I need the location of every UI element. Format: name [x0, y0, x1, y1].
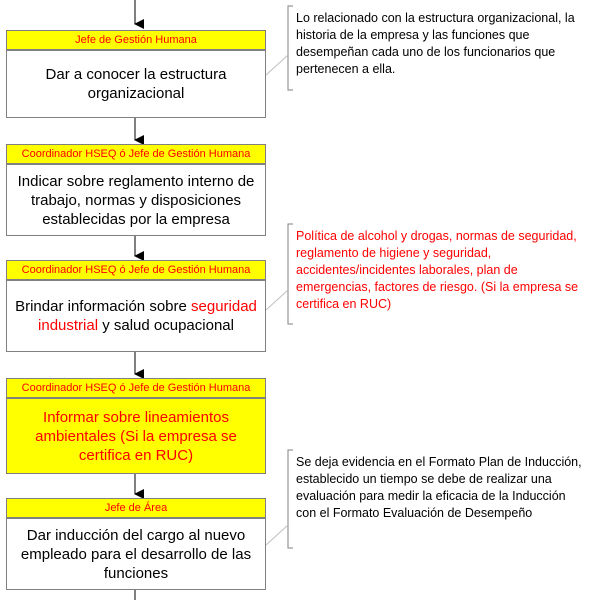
- step-box-5: [6, 518, 266, 590]
- note-link-2: [266, 290, 288, 310]
- step-text-3-highlight: seguridad industrial: [38, 298, 257, 334]
- role-label-5: Jefe de Área: [6, 498, 266, 518]
- step-text-3-a: Brindar información sobre: [15, 298, 192, 315]
- step-box-1: [6, 50, 266, 118]
- role-label-1: Jefe de Gestión Humana: [6, 30, 266, 50]
- step-text-2: Indicar sobre reglamento interno de trabajo, normas y disposiciones establecidas por la empresa: [17, 172, 255, 228]
- step-text-5: Dar inducción del cargo al nuevo empleado para el desarrollo de las funciones: [20, 526, 252, 582]
- note-link-3: [266, 525, 288, 545]
- step-text-3-c: y salud ocupacional: [98, 317, 234, 334]
- note-3: Se deja evidencia en el Formato Plan de Inducción, establecido un tiempo se debe de realizar una evaluación para medir la eficacia de la Inducción con el Formato Evaluación de Desempeño: [296, 455, 582, 520]
- step-text-1: Dar a conocer la estructura organizacional: [45, 66, 227, 102]
- note-1: Lo relacionado con la estructura organizacional, la historia de la empresa y las funciones que desempeñan cada uno de los funcionarios que pertenecen a ella.: [296, 11, 575, 76]
- step-box-2: [6, 164, 266, 236]
- step-box-3: [6, 280, 266, 352]
- role-label-4: Coordinador HSEQ ó Jefe de Gestión Humana: [6, 378, 266, 398]
- role-label-2: Coordinador HSEQ ó Jefe de Gestión Humana: [6, 144, 266, 164]
- role-label-3: Coordinador HSEQ ó Jefe de Gestión Humana: [6, 260, 266, 280]
- note-link-1: [266, 55, 288, 75]
- note-2: Política de alcohol y drogas, normas de seguridad, reglamento de higiene y seguridad, accidentes/incidentes laborales, plan de emergencias, factores de riesgo. (Si la empresa se certifica en RUC): [296, 229, 579, 311]
- step-text-3: [15, 297, 257, 335]
- step-box-4: [6, 398, 266, 474]
- step-text-4: Informar sobre lineamientos ambientales (Si la empresa se certifica en RUC): [35, 408, 237, 464]
